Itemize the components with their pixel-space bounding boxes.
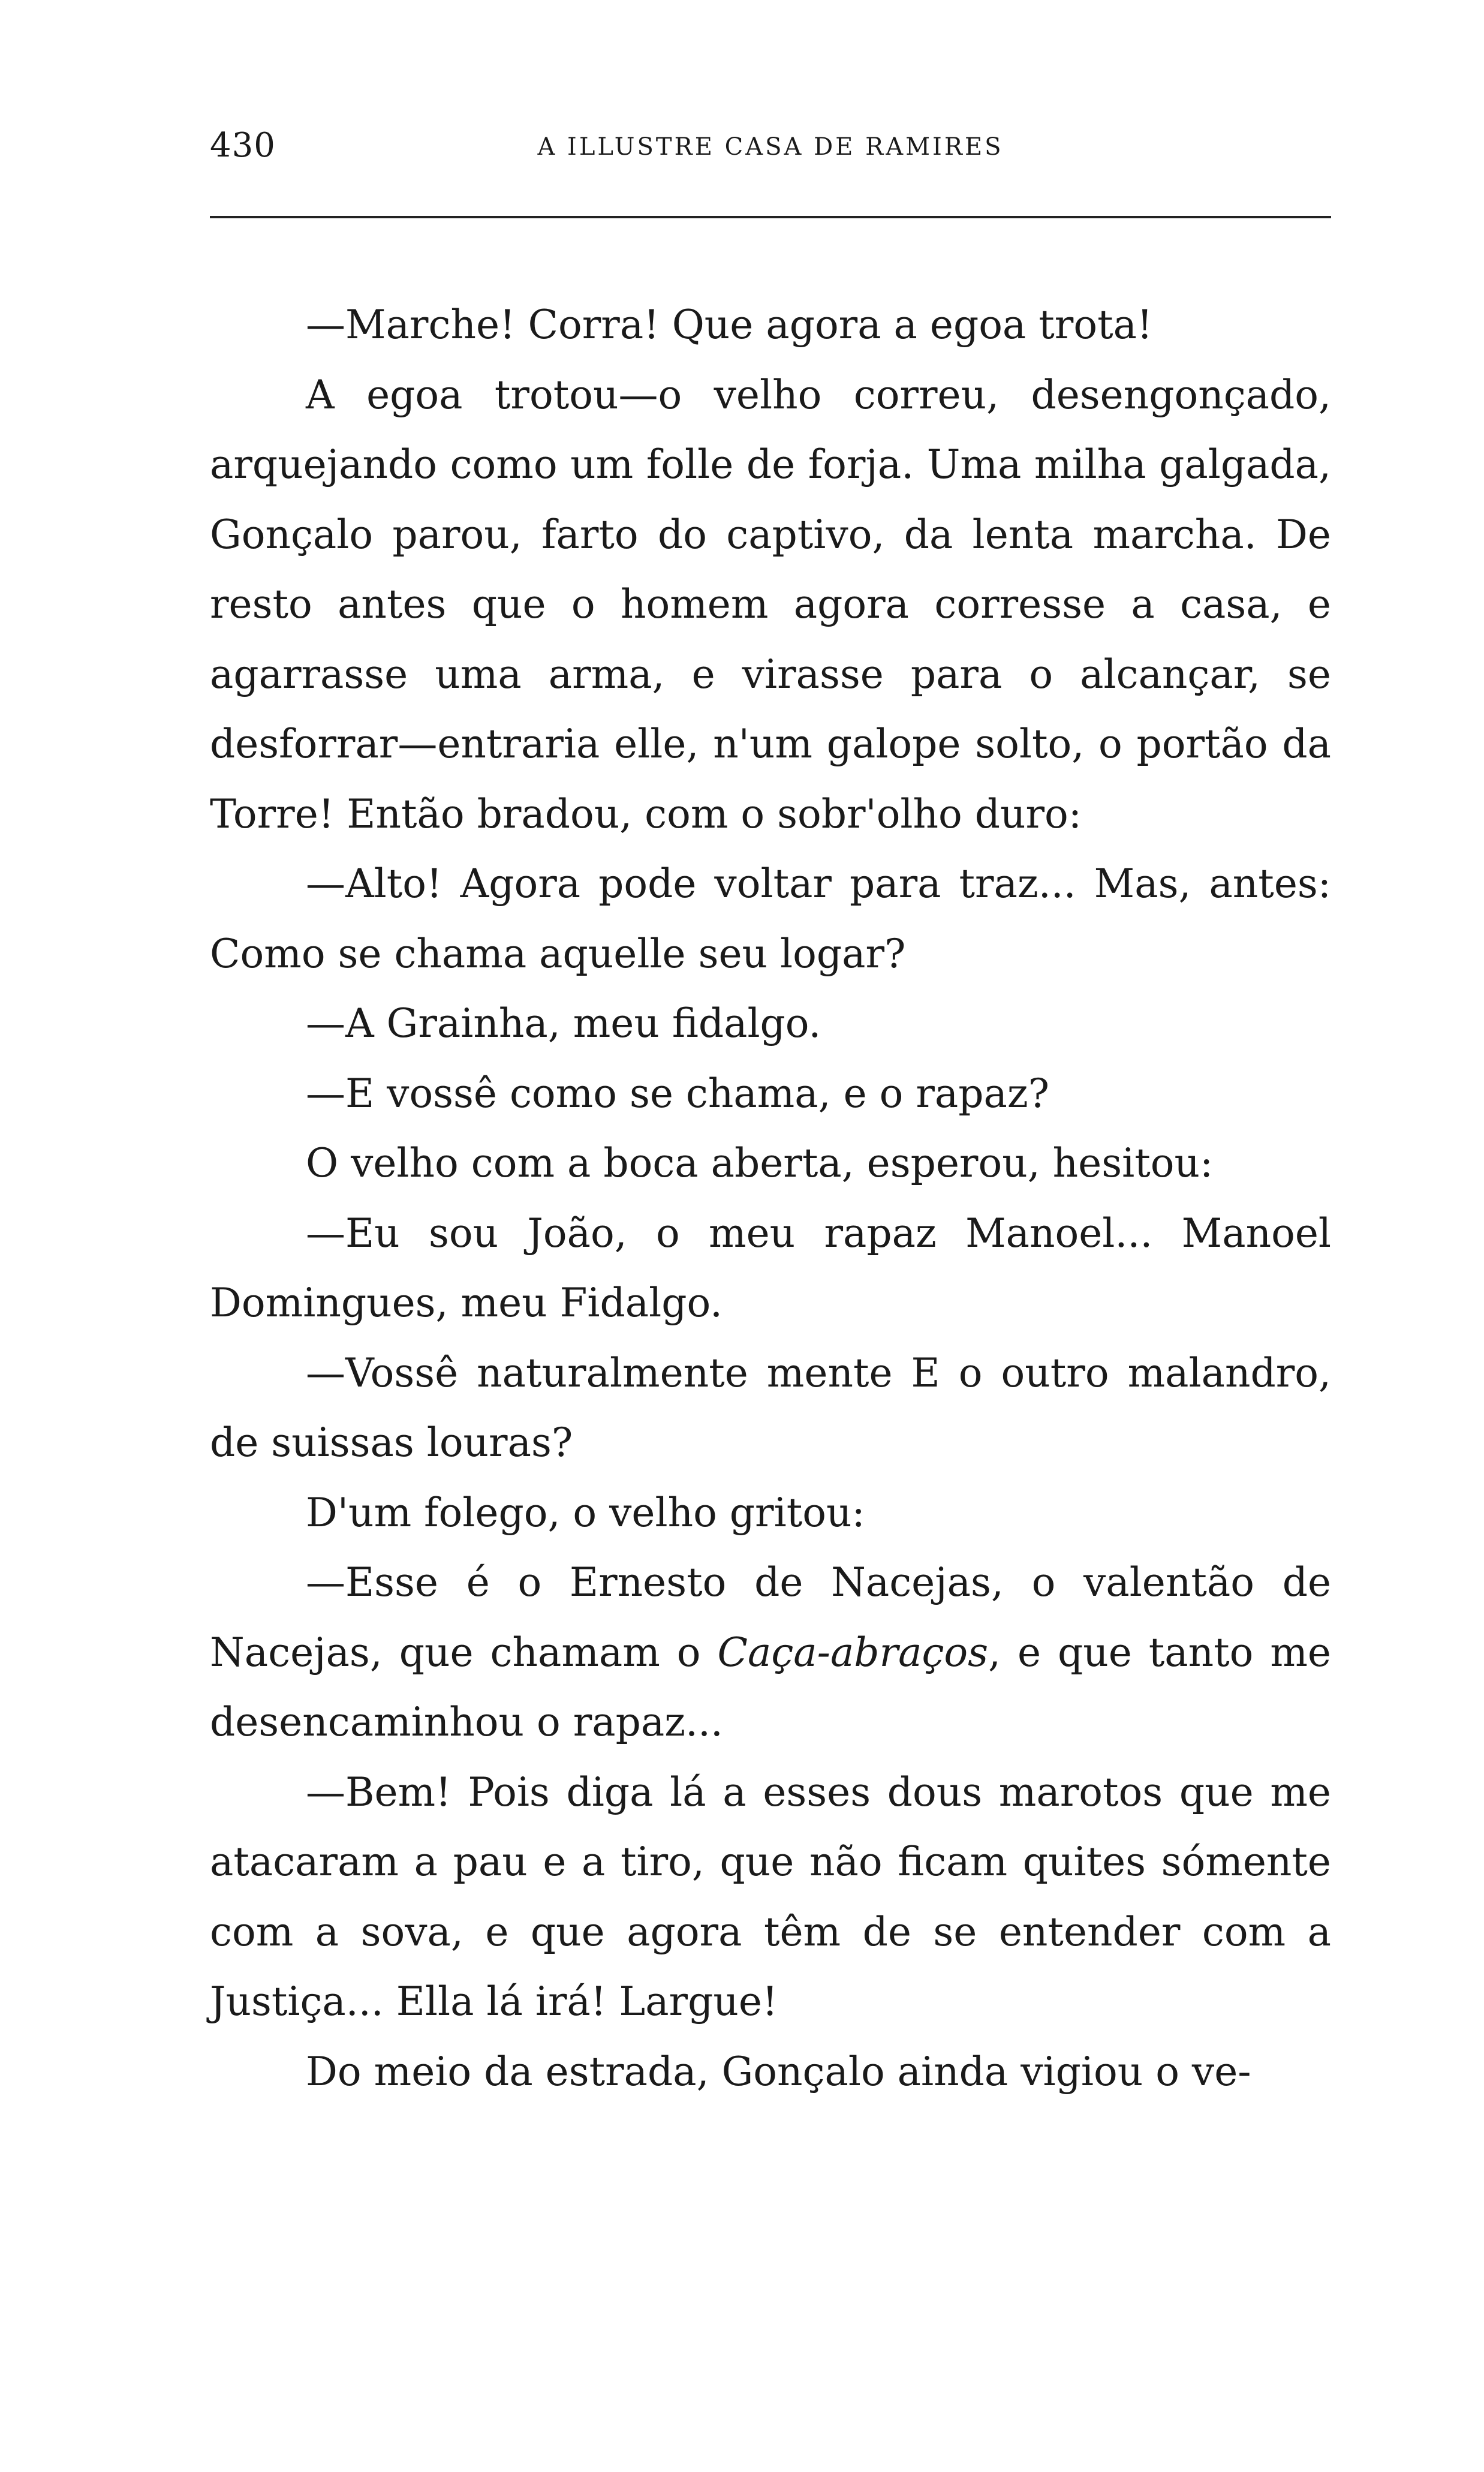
italic-name: Caça-abraços	[717, 1629, 989, 1676]
paragraph: —A Grainha, meu fidalgo.	[306, 1000, 821, 1046]
body-text	[210, 290, 1331, 2107]
header-rule	[210, 216, 1331, 218]
paragraph: D'um folego, o velho gritou:	[306, 1489, 865, 1536]
paragraph: —Marche! Corra! Que agora a egoa trota!	[306, 302, 1153, 348]
paragraph-text: —Esse é o Ernesto de Nacejas, o valentão de Nacejas, que chamam o	[210, 1559, 1331, 1676]
paragraph: —Alto! Agora pode voltar para traz... Mas, antes: Como se chama aquelle seu logar?	[210, 861, 1331, 977]
paragraph: O velho com a boca aberta, esperou, hesitou:	[306, 1140, 1214, 1186]
book-page	[210, 126, 1331, 2107]
page-number: 430	[210, 126, 276, 165]
paragraph: Do meio da estrada, Gonçalo ainda vigiou o ve-	[306, 2048, 1251, 2095]
paragraph: —Eu sou João, o meu rapaz Manoel... Manoel Domingues, meu Fidalgo.	[210, 1210, 1331, 1326]
paragraph: —Vossê naturalmente mente E o outro malandro, de suissas louras?	[210, 1349, 1331, 1466]
running-title: A ILLUSTRE CASA DE RAMIRES	[537, 133, 1004, 161]
running-head	[210, 126, 1331, 180]
paragraph: —E vossê como se chama, e o rapaz?	[306, 1070, 1049, 1117]
paragraph: A egoa trotou—o velho correu, desengonçado, arquejando como um folle de forja. Uma milha galgada, Gonçalo parou, farto do captivo, da lenta marcha. De resto antes que o homem agora corresse a casa, e agarrasse uma arma, e virasse para o alcançar, se desforrar—entraria elle, n'um galope solto, o portão da Torre! Então bradou, com o sobr'olho duro:	[210, 371, 1331, 837]
paragraph-text: , e que tanto me desencaminhou o rapaz...	[210, 1629, 1331, 1745]
paragraph: —Bem! Pois diga lá a esses dous marotos que me atacaram a pau e a tiro, que não ficam quites sómente com a sova, e que agora têm de se entender com a Justiça... Ella lá irá! Largue!	[210, 1769, 1331, 2025]
paragraph	[210, 1548, 1331, 1758]
